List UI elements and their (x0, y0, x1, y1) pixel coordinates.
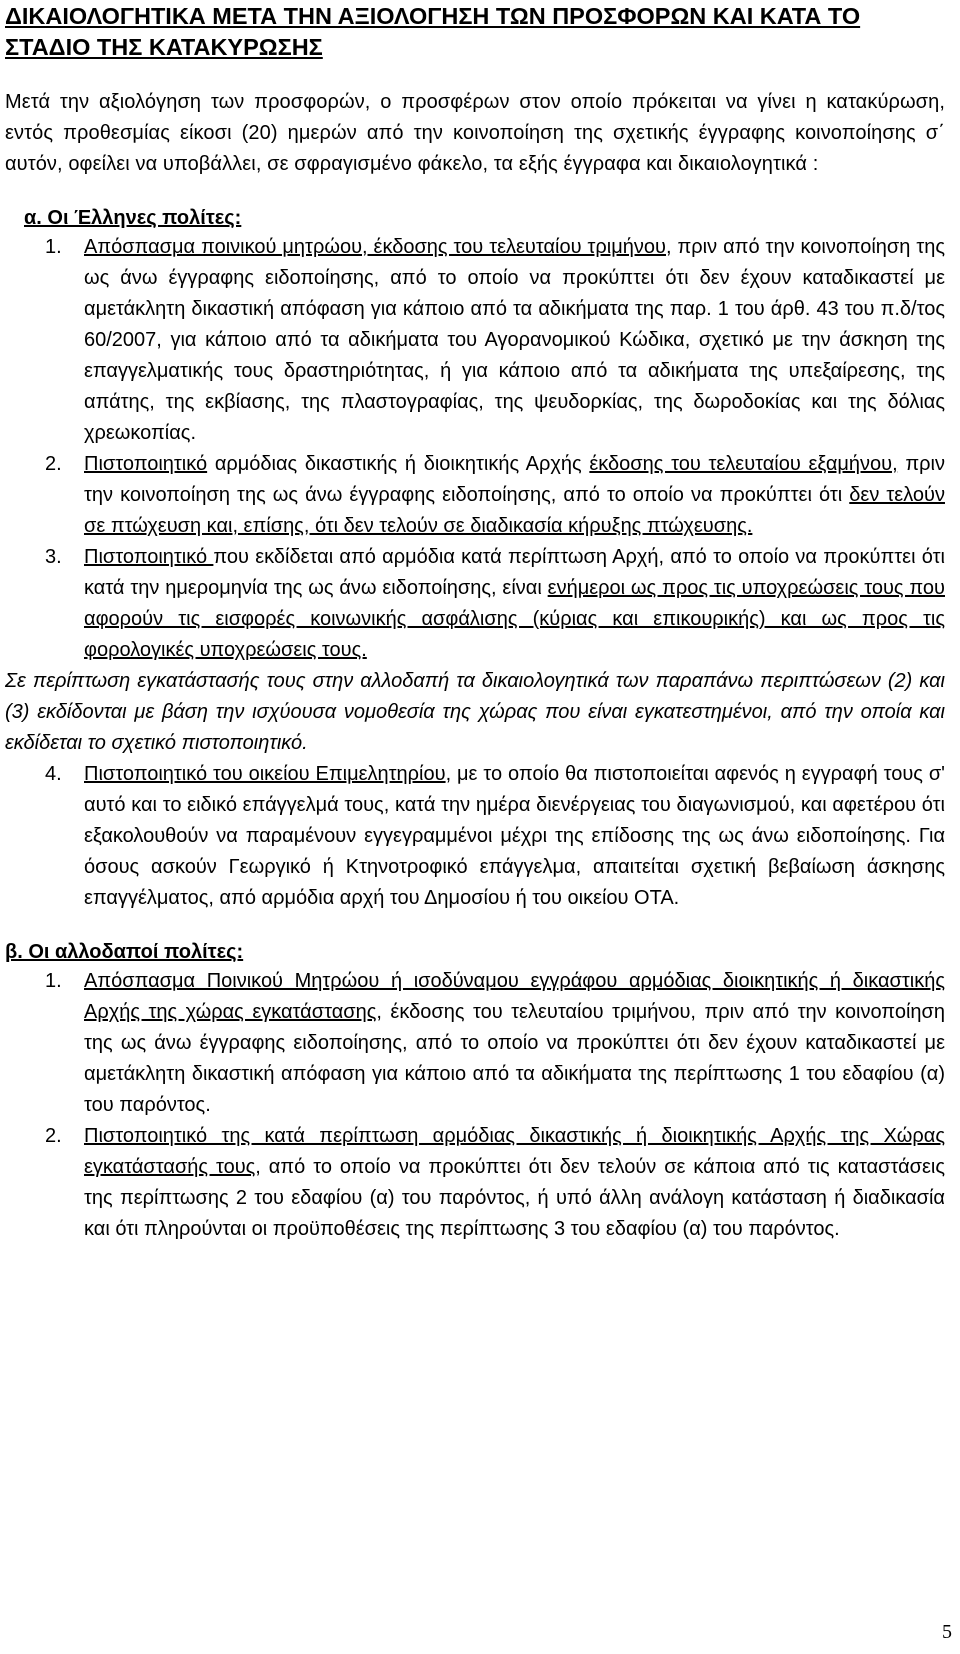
item-text: , από το οποίο να προκύπτει ότι δεν τελούν σε κάποια από τις καταστάσεις της περίπτωσης 2 του εδαφίου (α) του παρόντος, ή υπό άλλη ανάλογη κατάσταση ή διαδικασία και ότι πληρούνται οι προϋποθέσεις της περίπτωσης 3 του εδαφίου (α) του παρόντος. (84, 1156, 945, 1240)
item-text: πριν από την κοινοποίηση της ως άνω έγγραφης ειδοποίησης, από το οποίο να προκύπτει ότι δεν έχουν καταδικαστεί με αμετάκλητη δικαστική απόφαση για κάποιο από τα αδικήματα της παρ. 1 του άρθ. 43 του π.δ/τος 60/2007, για κάποιο από τα αδικήματα του Αγορανομικού Κώδικα, σχετικό με την άσκηση της επαγγελματικής τους δραστηριότητας, ή για κάποιο από τα αδικήματα της υπεξαίρεσης, της απάτης, της εκβίασης, της πλαστογραφίας, της ψευδορκίας, της δωροδοκίας και της δόλιας χρεωκοπίας. (84, 236, 946, 444)
item-underlined-text: Απόσπασμα ποινικού μητρώου, έκδοσης του τελευταίου τριμήνου, (84, 236, 672, 258)
item-number: 2. (45, 1125, 62, 1147)
intro-paragraph: Μετά την αξιολόγηση των προσφορών, ο προσφέρων στον οποίο πρόκειται να γίνει η κατακύρωση, εντός προθεσμίας είκοσι (20) ημερών από την κοινοποίηση της σχετικής έγγραφης κοινοποίησης σ΄ αυτόν, οφείλει να υποβάλλει, σε σφραγισμένο φάκελο, τα εξής έγγραφα και δικαιολογητικά : (5, 91, 945, 175)
section-a-heading: α. Οι Έλληνες πολίτες: (24, 207, 242, 229)
document-title: ΔΙΚΑΙΟΛΟΓΗΤΙΚΑ ΜΕΤΑ ΤΗΝ ΑΞΙΟΛΟΓΗΣΗ ΤΩΝ ΠΡΟΣΦΟΡΩΝ ΚΑΙ ΚΑΤΑ ΤΟ ΣΤΑΔΙΟ ΤΗΣ ΚΑΤΑΚΥΡΩΣΗΣ (5, 3, 861, 60)
section-a-list-continued (5, 759, 945, 914)
section-b-item-1 (5, 966, 945, 1121)
item-text: αρμόδιας δικαστικής ή διοικητικής Αρχής (207, 453, 590, 475)
item-underlined-text: Πιστοποιητικό του οικείου Επιμελητηρίου (84, 763, 446, 785)
item-underlined-text: έκδοσης του τελευταίου εξαμήνου, (589, 453, 898, 475)
item-number: 4. (45, 763, 62, 785)
section-b-heading: β. Οι αλλοδαποί πολίτες: (5, 941, 244, 963)
item-number: 3. (45, 546, 62, 568)
section-a-item-2 (5, 449, 945, 542)
item-underlined-text: Πιστοποιητικό (84, 453, 208, 475)
item-text: πριν την κοινοποίηση της ως άνω έγγραφης ειδοποίησης, από το οποίο να προκύπτει ότι (84, 453, 945, 506)
item-underlined-text: Πιστοποιητικό (84, 546, 214, 568)
page-number: 5 (942, 1621, 952, 1643)
section-b-list (5, 966, 945, 1245)
section-b-item-2 (5, 1121, 945, 1245)
item-number: 1. (45, 970, 62, 992)
italic-note: Σε περίπτωση εγκατάστασής τους στην αλλοδαπή τα δικαιολογητικά των παραπάνω περιπτώσεων (2) και (3) εκδίδονται με βάση την ισχύουσα νομοθεσία της χώρας που είναι εγκατεστημένοι, από την οποία και εκδίδεται το σχετικό πιστοποιητικό. (5, 670, 945, 754)
item-text: , έκδοσης του τελευταίου τριμήνου, πριν από την κοινοποίηση της ως άνω έγγραφης ειδοποίησης, από το οποίο να προκύπτει ότι δεν έχουν καταδικαστεί με αμετάκλητη δικαστική απόφαση για κάποιο από τα αδικήματα της περίπτωσης 1 του εδαφίου (α) του παρόντος. (84, 1001, 945, 1116)
section-a-item-3 (5, 542, 945, 666)
item-underlined-text: ενήμεροι ως προς τις υποχρεώσεις τους που αφορούν τις εισφορές κοινωνικής ασφάλισης (κύριας και επικουρικής) και ως προς τις φορολογικές υποχρεώσεις τους. (84, 577, 945, 661)
item-underlined-text: Απόσπασμα Ποινικού Μητρώου ή ισοδύναμου εγγράφου αρμόδιας διοικητικής ή δικαστικής Αρχής της χώρας εγκατάστασης (84, 970, 945, 1023)
item-number: 1. (45, 236, 62, 258)
section-a-item-1 (5, 232, 945, 449)
section-a-list (5, 232, 945, 666)
document-page (5, 0, 945, 1245)
item-underlined-text: Πιστοποιητικό της κατά περίπτωση αρμόδιας δικαστικής ή διοικητικής Αρχής της Χώρας εγκατάστασής τους (84, 1125, 945, 1178)
item-text: που εκδίδεται από αρμόδια κατά περίπτωση Αρχή, από το οποίο να προκύπτει ότι κατά την ημερομηνία της ως άνω ειδοποίησης, είναι (84, 546, 945, 599)
item-underlined-text: δεν τελούν σε πτώχευση και, επίσης, ότι δεν τελούν σε διαδικασία κήρυξης πτώχευσης. (84, 484, 945, 537)
section-a-item-4 (5, 759, 945, 914)
item-number: 2. (45, 453, 62, 475)
item-text: , με το οποίο θα πιστοποιείται αφενός η εγγραφή τους σ' αυτό και το ειδικό επάγγελμά τους, κατά την ημέρα διενέργειας του διαγωνισμού, και αφετέρου ότι εξακολουθούν να παραμένουν εγγεγραμμένοι μέχρι της επίδοσης της ως άνω ειδοποίησης. Για όσους ασκούν Γεωργικό ή Κτηνοτροφικό επάγγελμα, απαιτείται σχετική βεβαίωση άσκησης επαγγέλματος, από αρμόδια αρχή του Δημοσίου ή του οικείου ΟΤΑ. (84, 763, 945, 909)
